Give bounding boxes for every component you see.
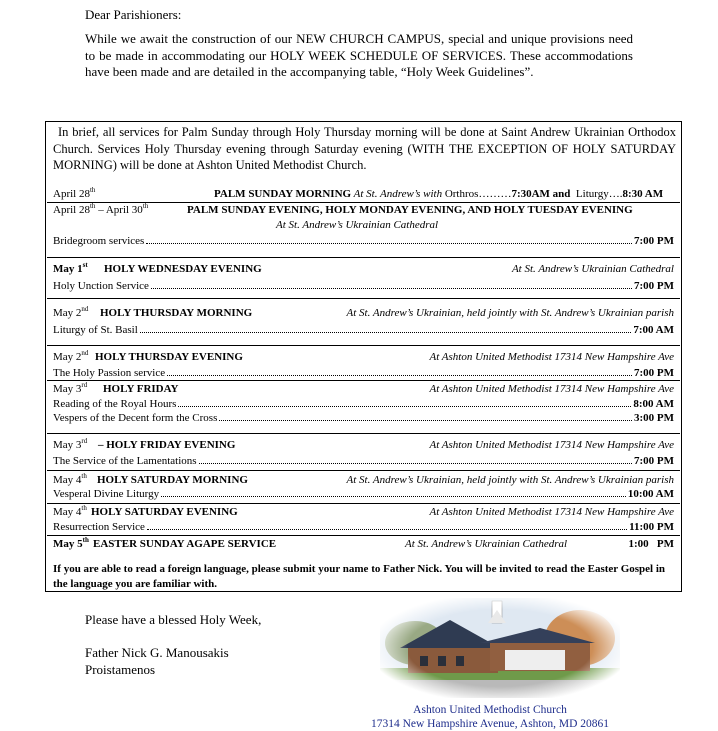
service-title: EASTER SUNDAY AGAPE SERVICE [93, 538, 277, 550]
signature-title: Proistamenos [85, 662, 156, 677]
date: April 28th [53, 186, 96, 200]
date: May 4th [53, 472, 87, 486]
row-palm-sunday-evening [53, 204, 674, 216]
service-time: 1:00 PM [628, 538, 674, 550]
date: May 2nd [53, 305, 89, 319]
row-holy-friday [53, 383, 674, 395]
service-title: HOLY THURSDAY MORNING [100, 307, 253, 319]
photo-caption [360, 703, 620, 731]
location: At Ashton United Methodist 17314 New Hampshire Ave [429, 506, 674, 518]
service-name: Holy Unction Service [53, 280, 149, 292]
row-easter-sunday [53, 538, 674, 550]
service-name: Vesperal Divine Liturgy [53, 488, 160, 500]
date: May 3rd [53, 381, 88, 395]
signature-name: Father Nick G. Manousakis [85, 645, 229, 660]
service-title: PALM SUNDAY EVENING, HOLY MONDAY EVENING, AND HOLY TUESDAY EVENING [187, 204, 633, 216]
date: May 5th [53, 536, 89, 550]
location: At Ashton United Methodist 17314 New Hampshire Ave [429, 383, 674, 395]
date: April 28th – April 30th [53, 202, 149, 216]
service-line [53, 280, 674, 292]
row-palm-sunday-morning: April 28th PALM SUNDAY MORNING At St. Andrew’s with Orthros………7:30AM and Liturgy….8:30 AM [53, 186, 664, 200]
location: At St. Andrew’s Ukrainian Cathedral [276, 219, 439, 231]
orthros-time: 7:30AM and [511, 188, 571, 200]
service-time: 10:00 AM [627, 488, 674, 500]
row-holy-thursday-evening [53, 351, 674, 363]
location: At St. Andrew’s with [351, 188, 445, 200]
service-title: HOLY FRIDAY [103, 383, 179, 395]
location: At St. Andrew’s Ukrainian, held jointly with St. Andrew’s Ukrainian parish [346, 474, 674, 486]
location: At St. Andrew’s Ukrainian Cathedral [405, 538, 568, 550]
service-title: – HOLY FRIDAY EVENING [98, 439, 236, 451]
location: At St. Andrew’s Ukrainian Cathedral [511, 263, 674, 275]
service-line [53, 367, 674, 379]
service-title: PALM SUNDAY MORNING [214, 188, 352, 200]
row-holy-wednesday [53, 263, 674, 275]
service-time: 7:00 PM [633, 280, 674, 292]
service-line-1 [53, 398, 674, 410]
signature-block [85, 644, 229, 678]
service-line [53, 521, 674, 533]
liturgy-label: Liturgy [575, 188, 609, 200]
row-holy-saturday-morning [53, 474, 674, 486]
church-photo [380, 598, 620, 698]
service-name: The Service of the Lamentations [53, 455, 197, 467]
row-holy-saturday-evening [53, 506, 674, 518]
service-line [53, 455, 674, 467]
service-name: Reading of the Royal Hours [53, 398, 177, 410]
service-name: Resurrection Service [53, 521, 145, 533]
service-time: 11:00 PM [629, 521, 674, 533]
intro-paragraph: While we await the construction of our NEW CHURCH CAMPUS, special and unique provisions need to be made in accommodating our HOLY WEEK SCHEDULE OF SERVICES. These accommodations have been made and are detailed in the accompanying table, “Holy Week Guidelines”. [85, 31, 633, 79]
date: May 3rd [53, 437, 88, 451]
location: At Ashton United Methodist 17314 New Hampshire Ave [429, 439, 674, 451]
service-time: 7:00 PM [633, 367, 674, 379]
service-title: HOLY SATURDAY MORNING [97, 474, 248, 486]
caption-line-1: Ashton United Methodist Church [413, 704, 567, 716]
location: At St. Andrew’s Ukrainian, held jointly with St. Andrew’s Ukrainian parish [346, 307, 674, 319]
service-line [53, 324, 674, 336]
service-time: 7:00 AM [633, 324, 674, 336]
date: May 4th [53, 504, 87, 518]
date: May 1st [53, 261, 88, 275]
service-title: HOLY THURSDAY EVENING [95, 351, 243, 363]
service-name: Liturgy of St. Basil [53, 324, 138, 336]
service-time: 7:00 PM [633, 235, 674, 247]
location: At Ashton United Methodist 17314 New Hampshire Ave [429, 351, 674, 363]
foreign-language-note: If you are able to read a foreign language, please submit your name to Father Nick. You will be invited to read the Easter Gospel in the language you are familiar with. [53, 563, 666, 590]
salutation: Dear Parishioners: [85, 7, 182, 22]
date: May 2nd [53, 349, 89, 363]
caption-line-2: 17314 New Hampshire Avenue, Ashton, MD 20861 [370, 718, 610, 730]
liturgy-time: 8:30 AM [622, 188, 664, 200]
orthros-label: Orthros [444, 188, 479, 200]
service-line [53, 235, 674, 247]
service-name: Vespers of the Decent form the Cross [53, 412, 218, 424]
service-title: HOLY WEDNESDAY EVENING [104, 263, 262, 275]
closing-line: Please have a blessed Holy Week, [85, 612, 262, 627]
row-holy-thursday-morning [53, 307, 674, 319]
service-time: 3:00 PM [633, 412, 674, 424]
service-name: The Holy Passion service [53, 367, 166, 379]
service-time: 7:00 PM [633, 455, 674, 467]
service-title: HOLY SATURDAY EVENING [91, 506, 238, 518]
service-name: Bridegroom services [53, 235, 145, 247]
table-brief: In brief, all services for Palm Sunday through Holy Thursday morning will be done at Saint Andrew Ukrainian Orthodox Church. Services Holy Thursday evening through Saturday evening (WITH THE EXCEPTION OF HOLY SATURDAY MORNING) will be done at Ashton United Methodist Church. [53, 125, 676, 172]
service-time: 8:00 AM [633, 398, 674, 410]
service-line [53, 488, 674, 500]
row-holy-friday-evening [53, 439, 674, 451]
service-line-2 [53, 412, 674, 424]
